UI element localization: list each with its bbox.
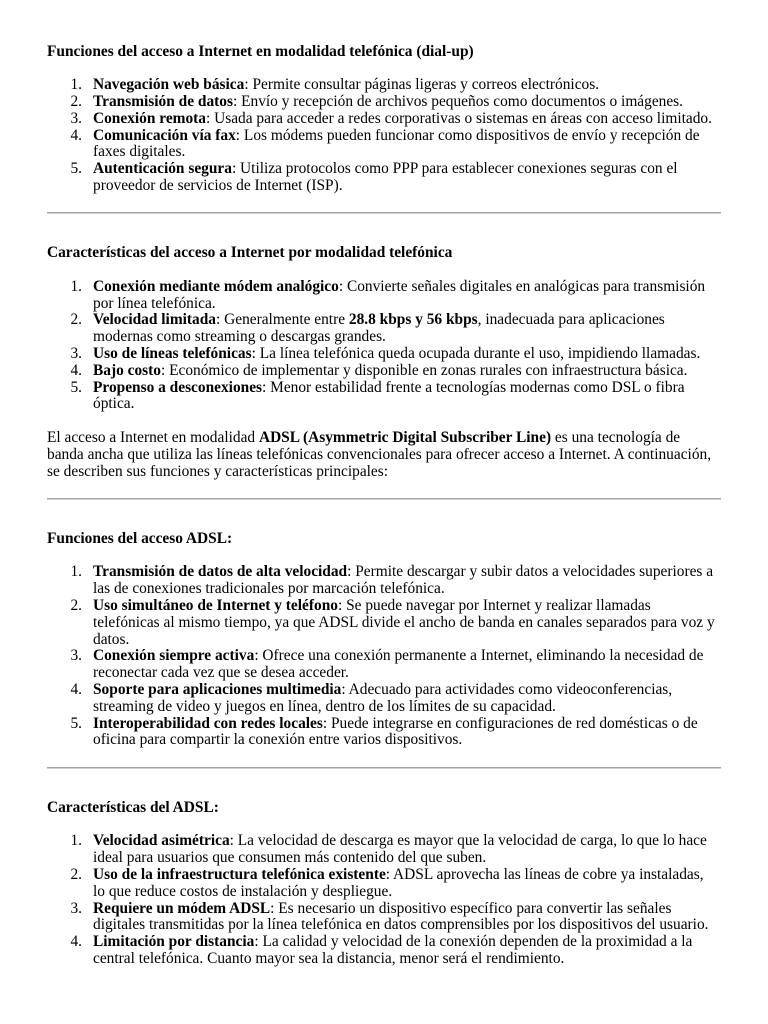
item-term: Comunicación vía fax: [93, 126, 236, 144]
list-number: 4.: [70, 361, 82, 379]
list-number: 1.: [70, 277, 82, 295]
list-number: 3.: [70, 899, 82, 917]
list-item: [47, 716, 721, 750]
list-item: [47, 77, 721, 94]
item-term: Uso de la infraestructura telefónica existente: [93, 865, 386, 883]
list-item: [47, 363, 721, 380]
list-item: [47, 279, 721, 313]
paragraph-text-end: es una tecnología de banda ancha que utiliza las líneas telefónicas convencionales para ofrecer acceso a Internet. A continuación, se describen sus funciones y características principales:: [47, 429, 712, 480]
item-highlight: 28.8 kbps y 56 kbps: [348, 311, 478, 329]
item-description: : Permite descargar y subir datos a velocidades superiores a las de conexiones tradicionales por marcación telefónica.: [93, 563, 714, 598]
section-divider: [47, 212, 721, 214]
item-term: Transmisión de datos de alta velocidad: [93, 563, 348, 581]
item-term: Uso simultáneo de Internet y teléfono: [93, 597, 338, 615]
item-description: : La línea telefónica queda ocupada durante el uso, impidiendo llamadas.: [251, 345, 701, 363]
list-item: [47, 564, 721, 598]
list-number: 3.: [70, 345, 82, 363]
item-term: Navegación web básica: [93, 76, 245, 94]
list-item: [47, 867, 721, 901]
list-number: 2.: [70, 92, 82, 110]
list-item: [47, 648, 721, 682]
dialup-features-list: [47, 279, 721, 413]
list-number: 1.: [70, 832, 82, 850]
item-description: : Usada para acceder a redes corporativas o sistemas en áreas con acceso limitado.: [206, 109, 712, 127]
list-item: [47, 682, 721, 716]
item-term: Limitación por distancia: [93, 933, 255, 951]
list-number: 4.: [70, 681, 82, 699]
adsl-intro-paragraph: [47, 430, 721, 480]
item-description: : Ofrece una conexión permanente a Internet, eliminando la necesidad de reconectar cada vez que se desea acceder.: [93, 647, 704, 682]
paragraph-text: El acceso a Internet en modalidad: [47, 429, 259, 447]
list-number: 1.: [70, 563, 82, 581]
list-number: 5.: [70, 714, 82, 732]
item-term: Transmisión de datos: [93, 92, 233, 110]
item-description: : Envío y recepción de archivos pequeños como documentos o imágenes.: [232, 92, 684, 110]
document-page: [47, 44, 721, 968]
item-term: Interoperabilidad con redes locales: [93, 714, 323, 732]
item-term: Propenso a desconexiones: [93, 378, 263, 396]
item-term: Velocidad limitada: [93, 311, 216, 329]
list-number: 2.: [70, 311, 82, 329]
item-description: : Permite consultar páginas ligeras y correos electrónicos.: [244, 76, 600, 94]
section-divider: [47, 767, 721, 769]
item-description: : Se puede navegar por Internet y realizar llamadas telefónicas al mismo tiempo, ya que ADSL divide el ancho de banda en canales separados para voz y datos.: [93, 597, 715, 648]
list-number: 2.: [70, 597, 82, 615]
list-number: 5.: [70, 160, 82, 178]
section-heading-dialup-features: Características del acceso a Internet por modalidad telefónica: [47, 244, 453, 262]
item-description: : Es necesario un dispositivo específico para convertir las señales digitales transmitidas por la línea telefónica en datos comprensibles por los dispositivos del usuario.: [93, 899, 709, 934]
item-term: Soporte para aplicaciones multimedia: [93, 681, 342, 699]
list-item: [47, 312, 721, 346]
list-item: [47, 380, 721, 414]
list-number: 2.: [70, 865, 82, 883]
list-number: 4.: [70, 126, 82, 144]
list-item: [47, 934, 721, 968]
list-item: [47, 111, 721, 128]
list-item: [47, 94, 721, 111]
list-number: 4.: [70, 933, 82, 951]
item-description: : La calidad y velocidad de la conexión dependen de la proximidad a la central telefónica. Cuanto mayor sea la distancia, menor será el rendimiento.: [93, 933, 693, 967]
item-description: : Económico de implementar y disponible en zonas rurales con infraestructura básica.: [160, 361, 688, 379]
list-number: 3.: [70, 647, 82, 665]
item-description: : La velocidad de descarga es mayor que la velocidad de carga, lo que lo hace ideal para usuarios que consumen más contenido del que suben.: [93, 832, 707, 867]
item-description: : Los módems pueden funcionar como dispositivos de envío y recepción de faxes digitales.: [93, 126, 700, 161]
item-term: Bajo costo: [93, 361, 161, 379]
item-term: Uso de líneas telefónicas: [93, 345, 252, 363]
list-item: [47, 598, 721, 648]
section-heading-dialup-functions: Funciones del acceso a Internet en modalidad telefónica (dial-up): [47, 42, 474, 60]
list-item: [47, 161, 721, 195]
item-description: : Menor estabilidad frente a tecnologías modernas como DSL o fibra óptica.: [93, 378, 685, 413]
section-heading-adsl-functions: Funciones del acceso ADSL:: [47, 529, 233, 547]
item-term: Autenticación segura: [93, 160, 232, 178]
item-description: : ADSL aprovecha las líneas de cobre ya instaladas, lo que reduce costos de instalación y despliegue.: [93, 865, 704, 900]
item-term: Conexión remota: [93, 109, 206, 127]
item-description: : Puede integrarse en configuraciones de red domésticas o de oficina para compartir la conexión entre varios dispositivos.: [93, 714, 698, 749]
dialup-functions-list: [47, 77, 721, 195]
item-term: Conexión mediante módem analógico: [93, 277, 339, 295]
item-term: Velocidad asimétrica: [93, 832, 230, 850]
list-item: [47, 833, 721, 867]
item-term: Conexión siempre activa: [93, 647, 255, 665]
item-description: : Utiliza protocolos como PPP para establecer conexiones seguras con el proveedor de servicios de Internet (ISP).: [93, 160, 678, 194]
item-description: : Adecuado para actividades como videoconferencias, streaming de video y juegos en línea, dentro de los límites de su capacidad.: [93, 681, 673, 715]
item-description-end: , inadecuada para aplicaciones modernas como streaming o descargas grandes.: [93, 311, 665, 346]
item-description: : Generalmente entre: [216, 311, 349, 329]
paragraph-highlight: ADSL (Asymmetric Digital Subscriber Line): [258, 429, 552, 447]
list-number: 3.: [70, 109, 82, 127]
adsl-functions-list: [47, 564, 721, 749]
item-description: : Convierte señales digitales en analógicas para transmisión por línea telefónica.: [93, 277, 706, 312]
list-number: 1.: [70, 76, 82, 94]
list-item: [47, 346, 721, 363]
adsl-features-list: [47, 833, 721, 967]
section-divider: [47, 498, 721, 500]
list-number: 5.: [70, 378, 82, 396]
item-term: Requiere un módem ADSL: [93, 899, 271, 917]
list-item: [47, 901, 721, 935]
list-item: [47, 128, 721, 162]
section-heading-adsl-features: Características del ADSL:: [47, 798, 219, 816]
